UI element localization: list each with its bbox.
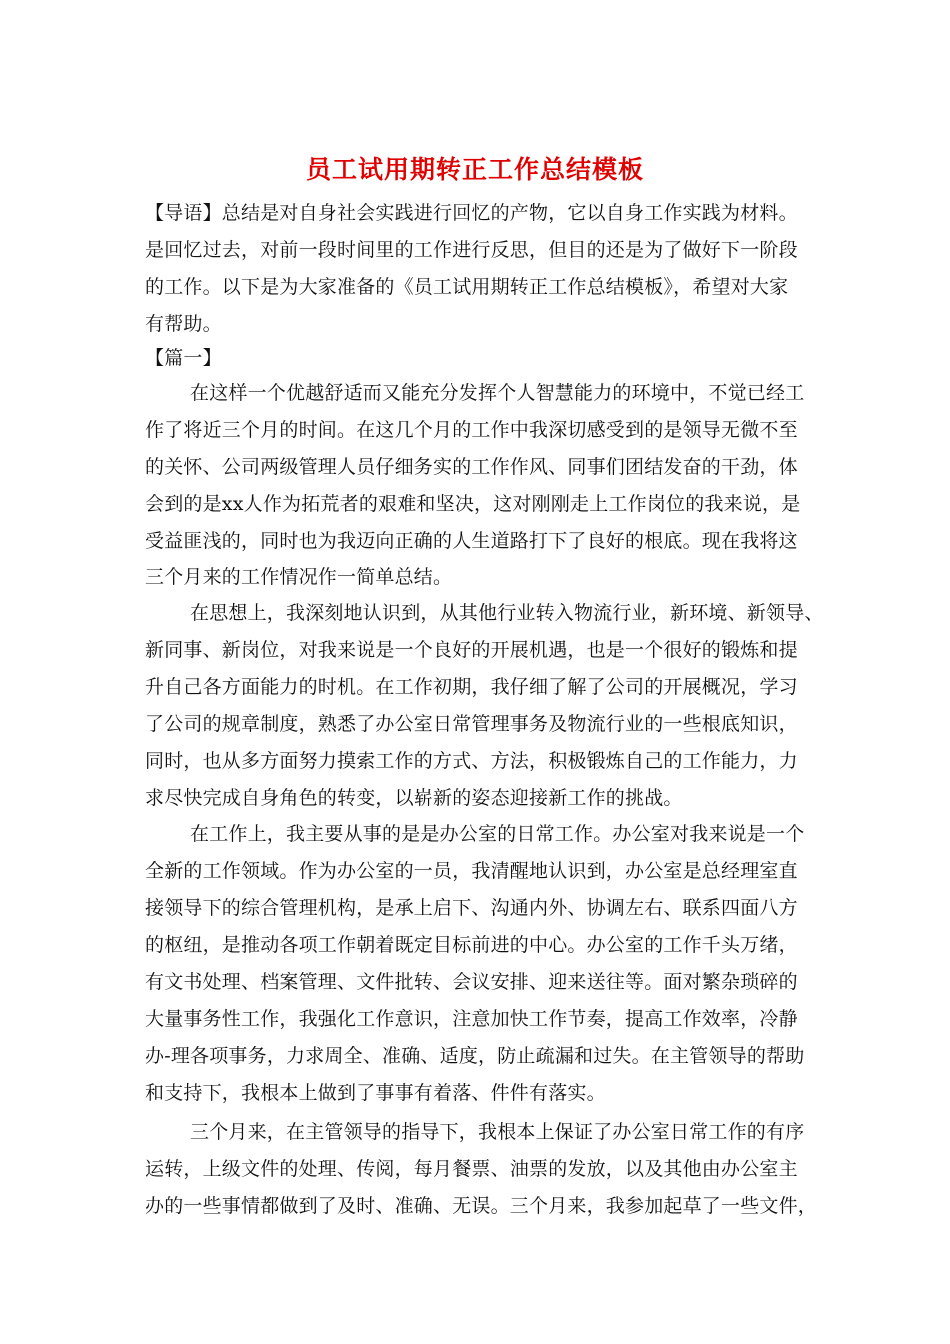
paragraph-line: 三个月来，在主管领导的指导下，我根本上保证了办公室日常工作的有序 <box>190 1121 805 1143</box>
paragraph-line: 办的一些事情都做到了及时、准确、无误。三个月来，我参加起草了一些文件， <box>145 1195 818 1217</box>
paragraph-line: 有文书处理、档案管理、文件批转、会议安排、迎来送往等。面对繁杂琐碎的 <box>145 971 798 993</box>
paragraph-line: 了公司的规章制度，熟悉了办公室日常管理事务及物流行业的一些根底知识， <box>145 713 798 735</box>
paragraph-line: 的枢纽，是推动各项工作朝着既定目标前进的中心。办公室的工作千头万绪， <box>145 934 798 956</box>
paragraph-line: 在这样一个优越舒适而又能充分发挥个人智慧能力的环境中，不觉已经工 <box>190 382 805 404</box>
paragraph-line: 会到的是xx人作为拓荒者的艰难和坚决，这对刚刚走上工作岗位的我来说，是 <box>145 493 801 515</box>
paragraph-line: 求尽快完成自身角色的转变，以崭新的姿态迎接新工作的挑战。 <box>145 787 683 809</box>
intro-line: 【导语】总结是对自身社会实践进行回忆的产物，它以自身工作实践为材料。 <box>145 202 798 224</box>
intro-line: 的工作。以下是为大家准备的《员工试用期转正工作总结模板》，希望对大家 <box>145 276 789 298</box>
intro-line: 有帮助。 <box>145 313 222 335</box>
paragraph-line: 全新的工作领域。作为办公室的一员，我清醒地认识到，办公室是总经理室直 <box>145 860 798 882</box>
paragraph-line: 和支持下，我根本上做到了事事有着落、件件有落实。 <box>145 1082 606 1104</box>
section-heading: 【篇一】 <box>145 347 222 369</box>
paragraph-line: 办-理各项事务，力求周全、准确、适度，防止疏漏和过失。在主管领导的帮助 <box>145 1045 805 1067</box>
paragraph-line: 接领导下的综合管理机构，是承上启下、沟通内外、协调左右、联系四面八方 <box>145 897 798 919</box>
paragraph-line: 运转，上级文件的处理、传阅，每月餐票、油票的发放，以及其他由办公室主 <box>145 1158 798 1180</box>
document-title: 员工试用期转正工作总结模板 <box>305 155 644 184</box>
intro-line: 是回忆过去，对前一段时间里的工作进行反思，但目的还是为了做好下一阶段 <box>145 239 798 261</box>
paragraph-line: 升自己各方面能力的时机。在工作初期，我仔细了解了公司的开展概况，学习 <box>145 676 798 698</box>
paragraph-line: 同时，也从多方面努力摸索工作的方式、方法，积极锻炼自己的工作能力，力 <box>145 750 798 772</box>
paragraph-line: 作了将近三个月的时间。在这几个月的工作中我深切感受到的是领导无微不至 <box>145 419 798 441</box>
paragraph-line: 新同事、新岗位，对我来说是一个良好的开展机遇，也是一个很好的锻炼和提 <box>145 639 798 661</box>
paragraph-line: 受益匪浅的，同时也为我迈向正确的人生道路打下了良好的根底。现在我将这 <box>145 530 798 552</box>
paragraph-line: 三个月来的工作情况作一简单总结。 <box>145 566 453 588</box>
paragraph-line: 的关怀、公司两级管理人员仔细务实的工作作风、同事们团结发奋的干劲，体 <box>145 456 798 478</box>
paragraph-line: 大量事务性工作，我强化工作意识，注意加快工作节奏，提高工作效率，冷静 <box>145 1008 798 1030</box>
paragraph-line: 在工作上，我主要从事的是是办公室的日常工作。办公室对我来说是一个 <box>190 823 805 845</box>
paragraph-line: 在思想上，我深刻地认识到，从其他行业转入物流行业，新环境、新领导、 <box>190 602 824 624</box>
